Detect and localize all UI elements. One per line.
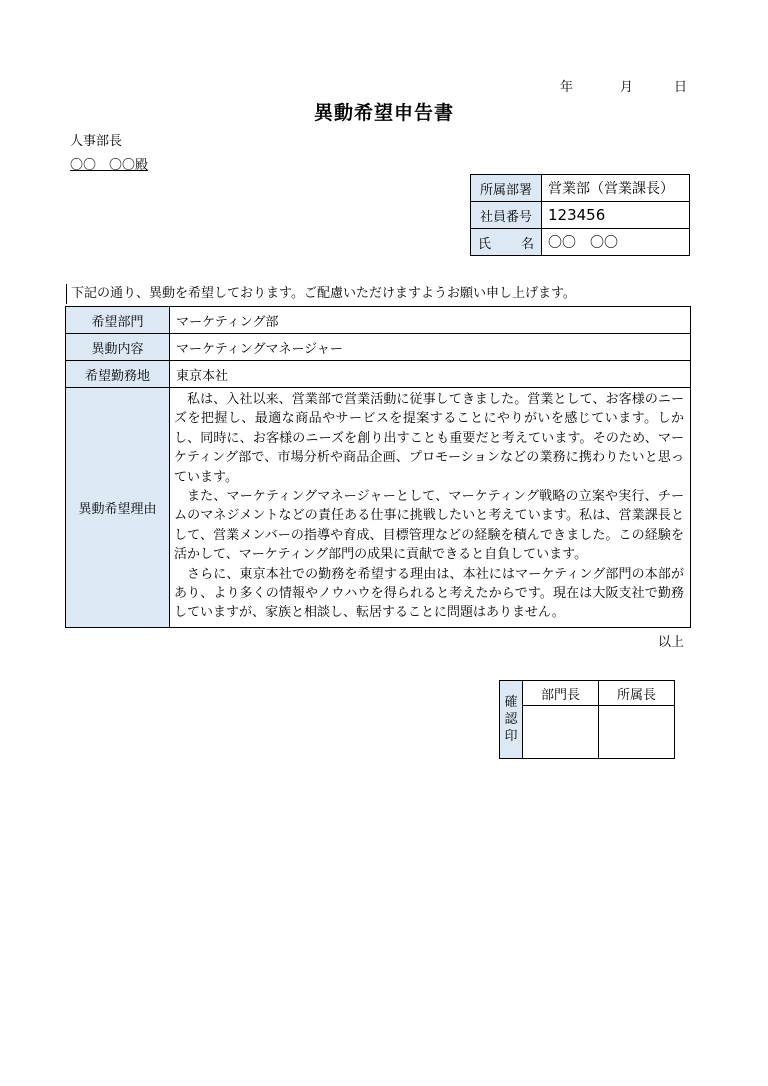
employee-id-label: 社員番号 [471, 202, 542, 229]
month-label: 月 [620, 80, 634, 95]
dept-value: 営業部（営業課長） [542, 175, 690, 202]
name-label-1: 氏 [477, 236, 491, 252]
desired-dept-label: 希望部門 [66, 307, 170, 334]
dept-head-header: 部門長 [523, 681, 599, 706]
unit-head-header: 所属長 [599, 681, 675, 706]
approval-stamp-table [499, 680, 675, 759]
desired-location-value: 東京本社 [170, 361, 691, 388]
reason-text [170, 388, 691, 628]
dept-label: 所属部署 [471, 175, 542, 202]
reason-paragraph-1: 私は、入社以来、営業部で営業活動に従事してきました。営業として、お客様のニーズを把握し、最適な商品やサービスを提案することにやりがいを感じています。しかし、同時に、お客様のニーズを創り出すことも重要だと考えています。そのため、マーケティング部で、市場分析や商品企画、プロモーションなどの業務に携わりたいと思っています。 [174, 392, 684, 485]
name-label-2: 名 [521, 236, 535, 252]
closing-text: 以上 [658, 635, 685, 650]
reason-paragraph-3: さらに、東京本社での勤務を希望する理由は、本社にはマーケティング部門の本部があり、より多くの情報やノウハウを得られると考えたからです。現在は大阪支社で勤務していますが、家族と相談し、転居することに問題はありません。 [174, 566, 684, 621]
intro-text: 下記の通り、異動を希望しております。ご配慮いただけますようお願い申し上げます。 [66, 284, 690, 304]
name-value: 〇〇 〇〇 [542, 229, 690, 256]
date-line [556, 76, 688, 94]
reason-paragraph-2: また、マーケティングマネージャーとして、マーケティング戦略の立案や実行、チームのマネジメントなどの責任ある仕事に挑戦したいと考えています。私は、営業課長として、営業メンバーの指導や育成、目標管理などの経験を積んできました。この経験を活かして、マーケティング部門の成果に貢献できると自負しています。 [174, 489, 684, 563]
seal-char-3: 印 [504, 729, 518, 744]
seal-char-1: 確 [504, 695, 518, 710]
addressee-name: 〇〇 〇〇殿 [70, 158, 149, 173]
desired-location-label: 希望勤務地 [66, 361, 170, 388]
year-label: 年 [560, 80, 574, 95]
document-title: 異動希望申告書 [313, 102, 454, 124]
transfer-content-label: 異動内容 [66, 334, 170, 361]
seal-char-2: 認 [504, 712, 518, 727]
reason-label: 異動希望理由 [66, 388, 170, 628]
day-label: 日 [674, 80, 688, 95]
transfer-request-table [65, 306, 691, 628]
employee-id-value: 123456 [542, 202, 690, 229]
name-label [471, 229, 542, 256]
desired-dept-value: マーケティング部 [170, 307, 691, 334]
addressee-title: 人事部長 [70, 134, 123, 149]
unit-head-stamp-box [599, 706, 675, 759]
dept-head-stamp-box [523, 706, 599, 759]
applicant-info-table [470, 174, 690, 256]
transfer-content-value: マーケティングマネージャー [170, 334, 691, 361]
confirmation-seal-label [500, 681, 523, 759]
